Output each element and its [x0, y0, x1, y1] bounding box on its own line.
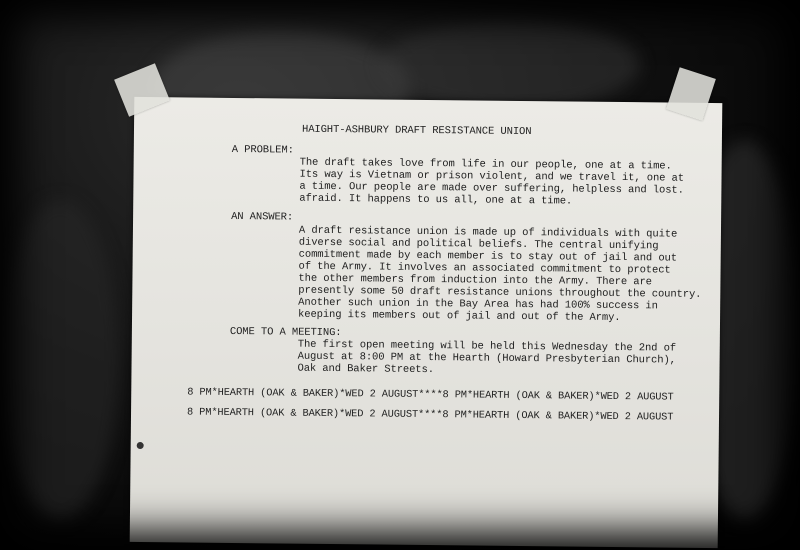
text-line: presently some 50 draft resistance unions throughout the country.: [298, 284, 702, 301]
text-line: commitment made by each member is to stay out of jail and out: [298, 248, 678, 265]
section-heading-meeting: COME TO A MEETING:: [229, 325, 342, 340]
text-line: keeping its members out of jail and out of the Army.: [298, 308, 621, 325]
flyer-paper: [130, 97, 723, 548]
text-line: August at 8:00 PM at the Hearth (Howard Presbyterian Church),: [297, 350, 676, 367]
text-line: Oak and Baker Streets.: [297, 362, 435, 377]
text-line: A draft resistance union is made up of individuals with quite: [298, 224, 678, 241]
section-heading-answer: AN ANSWER:: [231, 210, 294, 224]
background-blur: [0, 200, 120, 520]
pin-hole: [137, 442, 144, 449]
banner-line: 8 PM*HEARTH (OAK & BAKER)*WED 2 AUGUST****8 PM*HEARTH (OAK & BAKER)*WED 2 AUGUST: [187, 386, 674, 404]
text-line: Its way is Vietnam or prison violent, and we travel it, one at: [299, 168, 685, 185]
text-line: the other members from induction into the Army. There are: [298, 272, 652, 289]
flyer-text: [130, 97, 723, 548]
background-blur: [380, 20, 640, 110]
section-body-meeting: [297, 338, 677, 379]
text-line: The draft takes love from life in our people, one at a time.: [299, 156, 672, 173]
text-line: of the Army. It involves an associated commitment to protect: [298, 260, 671, 277]
section-body-answer: [298, 224, 702, 325]
text-line: Another such union in the Bay Area has had 100% success in: [298, 296, 658, 313]
section-body-problem: [299, 156, 685, 209]
banner-line: 8 PM*HEARTH (OAK & BAKER)*WED 2 AUGUST****8 PM*HEARTH (OAK & BAKER)*WED 2 AUGUST: [186, 406, 674, 424]
text-line: a time. Our people are made over suffering, helpless and lost.: [299, 180, 684, 197]
text-line: diverse social and political beliefs. The central unifying: [298, 236, 659, 253]
text-line: The first open meeting will be held this Wednesday the 2nd of: [297, 338, 677, 355]
flyer-title: HAIGHT-ASHBURY DRAFT RESISTANCE UNION: [301, 123, 532, 139]
section-heading-problem: A PROBLEM:: [231, 143, 294, 157]
text-line: afraid. It happens to us all, one at a time.: [299, 192, 573, 208]
